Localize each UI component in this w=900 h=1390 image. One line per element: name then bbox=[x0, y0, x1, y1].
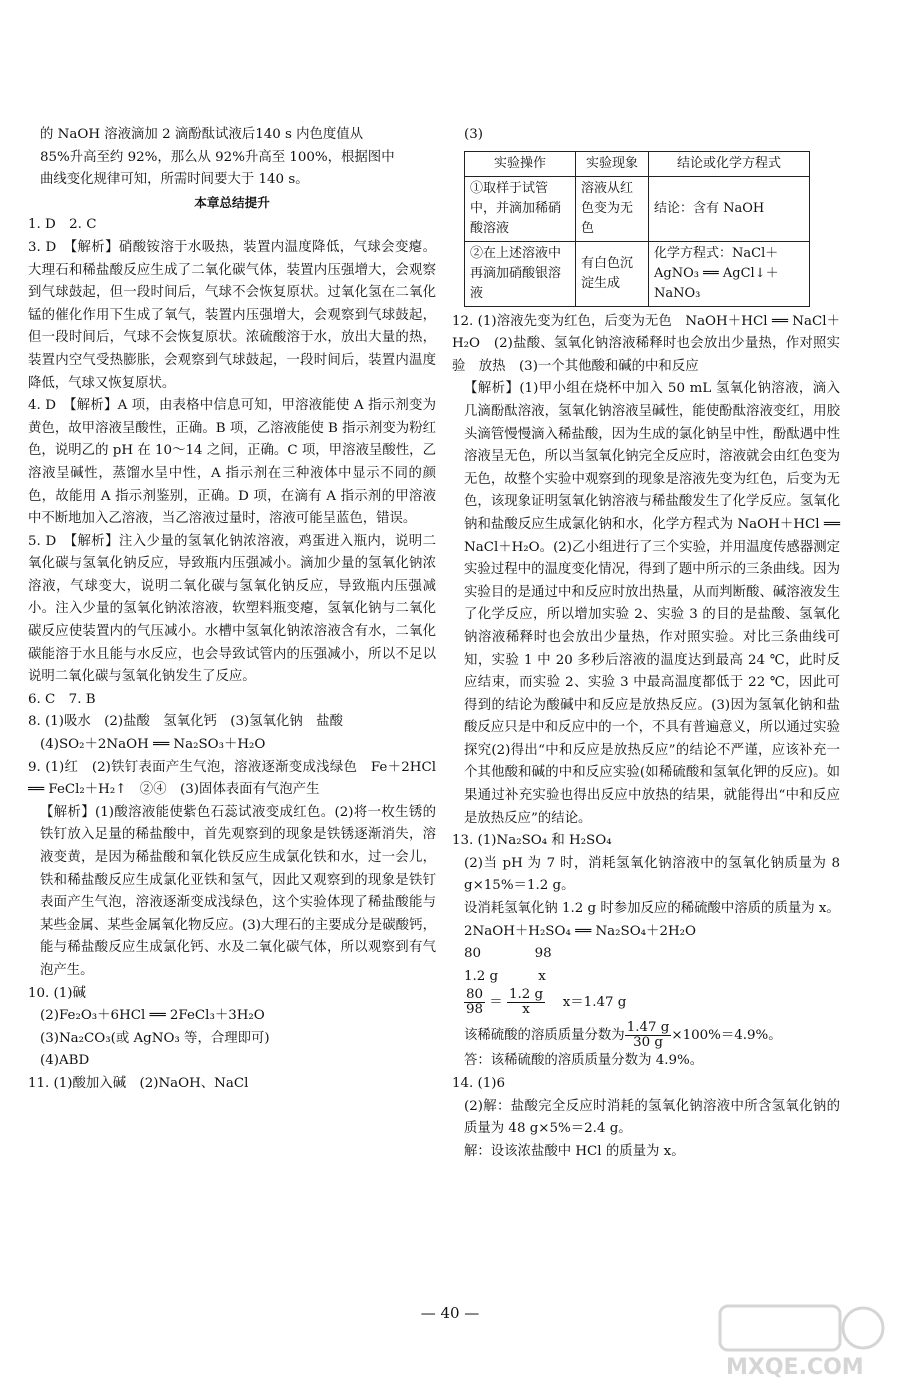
answer-paragraph: 1.2 g x bbox=[464, 968, 546, 984]
answer-paragraph: (2)Fe₂O₃＋6HCl ══ 2FeCl₃＋3H₂O bbox=[40, 1008, 265, 1024]
answer-paragraph: (3)Na₂CO₃(或 AgNO₃ 等，合理即可) bbox=[40, 1030, 270, 1046]
answer-paragraph: 5. D 【解析】注入少量的氢氧化钠浓溶液，鸡蛋进入瓶内，说明二氧化碳与氢氧化钠反应，导致瓶内压强减小。滴加少量的氢氧化钠浓溶液，气球变大，说明二氧化碳与氢氧化钠反应，导致瓶内压强减小。注入少量的氢氧化钠浓溶液，软塑料瓶变瘪，氢氧化钠与二氧化碳反应使装置内的气压减小。水槽中氢氧化钠浓溶液含有水，二氧化碳能溶于水且能与水反应，也会导致试管内的压强减小，所以不足以说明二氧化碳与氢氧化钠发生了反应。 bbox=[28, 533, 436, 685]
answer-paragraph: (4)ABD bbox=[40, 1053, 90, 1069]
table-row bbox=[465, 176, 810, 241]
answer-paragraph: 2NaOH＋H₂SO₄ ══ Na₂SO₄＋2H₂O bbox=[464, 923, 696, 939]
experiment-table bbox=[464, 151, 810, 307]
answer-paragraph: 6. C 7. B bbox=[28, 691, 96, 707]
denominator: 98 bbox=[466, 1002, 484, 1018]
table-intro: (3) bbox=[464, 127, 483, 142]
answer-paragraph: 10. (1)碱 bbox=[28, 985, 86, 1001]
right-answers-2 bbox=[452, 1050, 840, 1163]
right-answers bbox=[452, 311, 840, 989]
answer-paragraph: (2)解：盐酸完全反应时消耗的氢氧化钠溶液中所含氢氧化钠的质量为 48 g×5%＝2.4 g。 bbox=[464, 1098, 840, 1137]
answer-paragraph: 解：设该浓盐酸中 HCl 的质量为 x。 bbox=[464, 1143, 685, 1159]
fraction bbox=[464, 988, 485, 1017]
watermark-logo bbox=[718, 1302, 888, 1382]
fraction bbox=[625, 1021, 672, 1050]
answer-paragraph: (2)当 pH 为 7 时，消耗氢氧化钠溶液中的氢氧化钠质量为 8 g×15%＝1.2 g。 bbox=[464, 855, 840, 894]
answer-paragraph: 3. D 【解析】硝酸铵溶于水吸热，装置内温度降低，气球会变瘪。大理石和稀盐酸反应生成了二氧化碳气体，装置内压强增大，会观察到气球鼓起，但一段时间后，气球不会恢复原状。过氧化氢在二氧化锰的催化作用下生成了氧气，装置内压强增大，会观察到气球鼓起，但一段时间后，气球不会恢复原状。浓硫酸溶于水，放出大量的热，装置内空气受热膨胀，会观察到气球鼓起，一段时间后，装置内温度降低，气球又恢复原状。 bbox=[28, 239, 436, 391]
right-column bbox=[452, 124, 840, 1163]
page-number: — 40 — bbox=[420, 1304, 480, 1322]
answer-paragraph: 答：该稀硫酸的溶质质量分数为 4.9%。 bbox=[464, 1053, 704, 1069]
left-column bbox=[28, 124, 436, 1096]
table-header: 结论或化学方程式 bbox=[649, 151, 810, 176]
table-header: 实验现象 bbox=[576, 151, 649, 176]
denominator: 30 g bbox=[633, 1035, 663, 1051]
answer-paragraph: (4)SO₂＋2NaOH ══ Na₂SO₃＋H₂O bbox=[40, 737, 266, 753]
answer-paragraph: 14. (1)6 bbox=[452, 1076, 506, 1091]
table-cell: 化学方程式：NaCl＋AgNO₃ ══ AgCl↓＋NaNO₃ bbox=[649, 241, 810, 306]
answer-paragraph: 【解析】(1)甲小组在烧杯中加入 50 mL 氢氧化钠溶液，滴入几滴酚酞溶液，氢氧化钠溶液呈碱性，能使酚酞溶液变红，用胶头滴管慢慢滴入稀盐酸，因为生成的氯化钠呈中性，酚酞遇中性溶液呈无色，所以当氢氧化钠完全反应时，溶液就会由红色变为无色，故整个实验中观察到的现象是溶液先变为红色，后变为无色，该现象证明氢氧化钠溶液与稀盐酸发生了化学反应。氢氧化钠和盐酸反应生成氯化钠和水，化学方程式为 NaOH＋HCl ══ NaCl＋H₂O。(2)乙小组进行了三个实验，并用温度传感器测定实验过程中的温度变化情况，得到了题中所示的三条曲线。因为实验目的是通过中和反应时放出热量，从而判断酸、碱溶液发生了化学反应，所以增加实验 2、实验 3 的目的是盐酸、氢氧化钠溶液稀释时也会放出少量热，作对照实验。对比三条曲线可知，实验 1 中 20 多秒后溶液的温度达到最高 24 ℃，此时反应结束，而实验 2、实验 3 中最高温度都低于 22 ℃，因此可得到的结论为酸碱中和反应是放热反应。(3)因为氢氧化钠和盐酸反应只是中和反应中的一个，不具有普遍意义，所以通过实验探究(2)得出“中和反应是放热反应”的结论不严谨，应该补充一个其他酸和碱的中和反应实验(如稀硫酸和氢氧化钾的反应)。如果通过补充实验也得出反应中放热的结果，就能得出“中和反应是放热反应”的结论。 bbox=[464, 381, 840, 826]
svg-text:MXQE.COM: MXQE.COM bbox=[726, 1355, 864, 1380]
answer-paragraph: 11. (1)酸加入碱 (2)NaOH、NaCl bbox=[28, 1075, 249, 1091]
table-cell: ②在上述溶液中再滴加硝酸银溶液 bbox=[465, 241, 576, 306]
table-cell: 溶液从红色变为无色 bbox=[576, 176, 649, 241]
fraction bbox=[507, 988, 545, 1017]
answer-paragraph: 13. (1)Na₂SO₄ 和 H₂SO₄ bbox=[452, 833, 612, 849]
table-header: 实验操作 bbox=[465, 151, 576, 176]
solution-value: x＝1.47 g bbox=[562, 995, 627, 1011]
answer-paragraph: 8. (1)吸水 (2)盐酸 氢氧化钙 (3)氢氧化钠 盐酸 bbox=[28, 714, 343, 730]
answer-paragraph: 12. (1)溶液先变为红色，后变为无色 NaOH＋HCl ══ NaCl＋H₂O (2)盐酸、氢氧化钠溶液稀释时也会放出少量热，作对照实验 放热 (3)一个其他酸和碱的中和反应 bbox=[452, 313, 840, 374]
table-cell: 有白色沉淀生成 bbox=[576, 241, 649, 306]
table-row bbox=[465, 241, 810, 306]
numerator: 1.2 g bbox=[508, 987, 544, 1003]
answer-paragraph: 4. D 【解析】A 项，由表格中信息可知，甲溶液能使 A 指示剂变为黄色，故甲溶液呈酸性，正确。B 项，乙溶液能使 B 指示剂变为粉红色，说明乙的 pH 在 10～14 之间，正确。C 项，甲溶液呈酸性，乙溶液呈碱性，蒸馏水呈中性，A 指示剂在三种液体中显示不同的颜色，故能用 A 指示剂鉴别，正确。D 项，在滴有 A 指示剂的甲溶液中不断地加入乙溶液，当乙溶液过量时，溶液可能呈蓝色，错误。 bbox=[28, 398, 436, 527]
numerator: 1.47 g bbox=[626, 1020, 670, 1036]
table-cell: 结论：含有 NaOH bbox=[649, 176, 810, 241]
answer-paragraph: 80 98 bbox=[464, 946, 552, 962]
table-cell: ①取样于试管中，并滴加稀硝酸溶液 bbox=[465, 176, 576, 241]
equation-suffix: ×100%＝4.9%。 bbox=[671, 1028, 782, 1044]
answer-paragraph: 1. D 2. C bbox=[28, 217, 97, 233]
answer-paragraph: 【解析】(1)酸溶液能使紫色石蕊试液变成红色。(2)将一枚生锈的铁钉放入足量的稀盐酸中，首先观察到的现象是铁锈逐渐消失，溶液变黄，是因为稀盐酸和氧化铁反应生成氯化铁和水，过一会儿，铁和稀盐酸反应生成氯化亚铁和氢气，因此又观察到的现象是铁钉表面产生气泡，溶液逐渐变成浅绿色，这个实验体现了稀盐酸能与某些金属、某些金属氧化物反应。(3)大理石的主要成分是碳酸钙，能与稀盐酸反应生成氯化钙、水及二氧化碳气体，所以观察到有气泡产生。 bbox=[40, 804, 436, 978]
answer-paragraph: 设消耗氢氧化钠 1.2 g 时参加反应的稀硫酸中溶质的质量为 x。 bbox=[464, 901, 840, 917]
denominator: x bbox=[522, 1002, 530, 1018]
numerator: 80 bbox=[466, 987, 484, 1003]
answer-paragraph: 的 NaOH 溶液滴加 2 滴酚酞试液后140 s 内色度值从 bbox=[40, 127, 364, 142]
answer-paragraph: 本章总结提升 bbox=[194, 194, 270, 210]
answer-paragraph: 85%升高至约 92%，那么从 92%升高至 100%，根据图中 bbox=[40, 149, 395, 165]
table-header-row bbox=[465, 151, 810, 176]
mass-fraction-equation bbox=[452, 1021, 840, 1050]
proportion-equation: $\frac{80}{98}$ ＝ $\frac{1.2 g}{x}$ x＝1.47 g bbox=[466, 987, 627, 1018]
equation-prefix: 该稀硫酸的溶质质量分数为 bbox=[464, 1028, 625, 1044]
answer-paragraph: 9. (1)红 (2)铁钉表面产生气泡，溶液逐渐变成浅绿色 Fe＋2HCl ══ FeCl₂＋H₂↑ ②④ (3)固体表面有气泡产生 bbox=[28, 759, 436, 798]
answer-paragraph: 曲线变化规律可知，所需时间要大于 140 s。 bbox=[40, 172, 309, 188]
